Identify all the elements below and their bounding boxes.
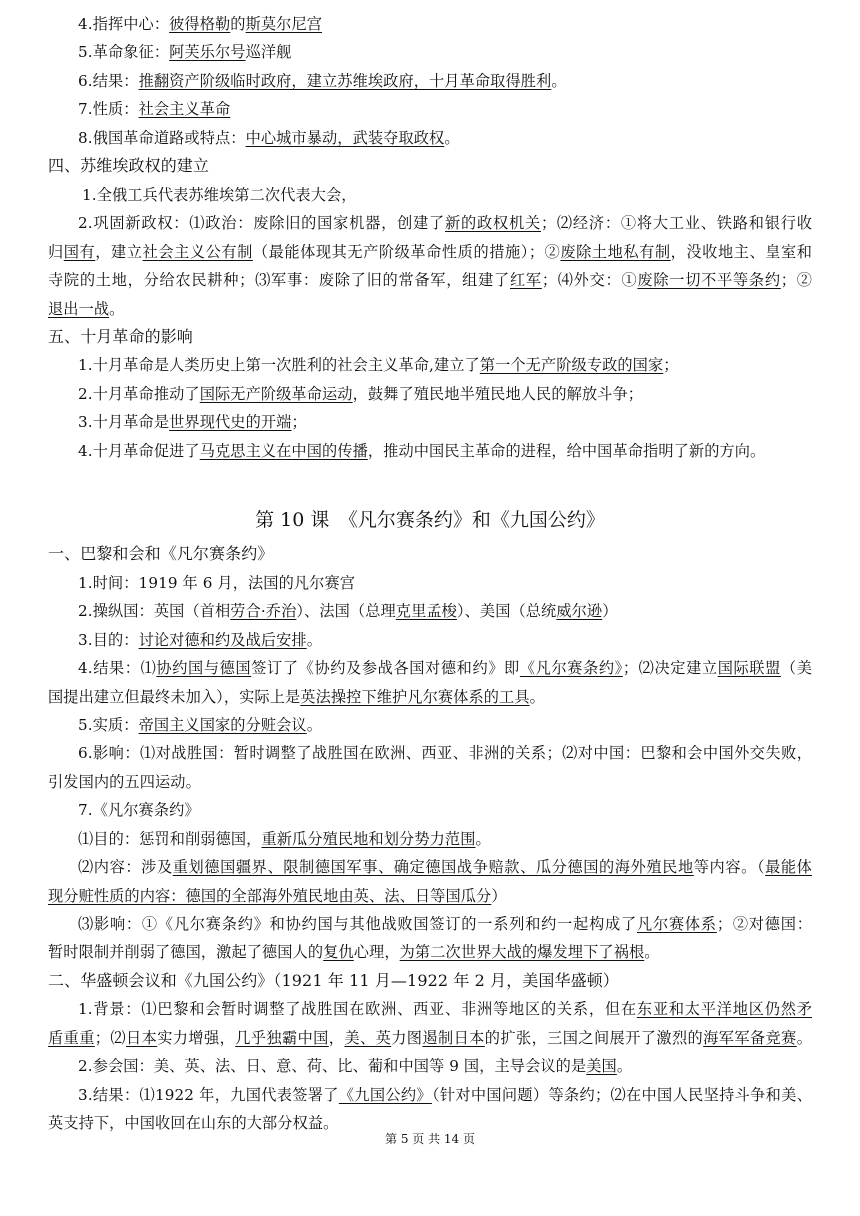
text-line [78, 412, 307, 432]
underlined-answer: 现分赃性质的内容：德国的全部海外殖民地由英、法、日等国瓜分 [48, 887, 492, 905]
text-line [78, 128, 460, 148]
text-line [78, 630, 322, 650]
text-segment: 英支持下，中国收回在山东的大部分权益。 [48, 1114, 339, 1132]
text-segment: 。 [644, 943, 660, 961]
text-segment: 1.时间：1919 年 6 月，法国的凡尔赛宫 [78, 574, 356, 592]
text-line [78, 71, 567, 91]
text-line [78, 42, 291, 62]
text-segment: 4.十月革命促进了 [78, 442, 200, 460]
text-segment: ；⑵决定建立 [622, 659, 718, 677]
underlined-answer: 第一个无产阶级专政的国家 [479, 356, 664, 374]
underlined-answer: 遏制日本 [422, 1029, 485, 1047]
text-segment: 2.操纵国：英国（首相 [78, 602, 231, 620]
text-line [48, 1113, 338, 1133]
underlined-answer: 威尔逊 [556, 602, 603, 620]
text-line [78, 999, 812, 1019]
section-heading [48, 327, 193, 347]
text-segment: 1.背景：⑴巴黎和会暂时调整了战胜国在欧洲、西亚、非洲等地区的关系，但在 [78, 1000, 637, 1018]
text-segment: 8.俄国革命道路或特点： [78, 129, 246, 147]
text-line [78, 384, 643, 404]
text-segment: 力图 [391, 1029, 423, 1047]
text-segment: ⑵内容：涉及 [78, 858, 173, 876]
underlined-answer: 世界现代史的开端 [169, 413, 292, 431]
text-line [78, 800, 200, 820]
underlined-answer: 劳合·乔治 [230, 602, 297, 620]
underlined-answer: 《凡尔赛条约》 [519, 659, 623, 677]
text-segment: 签订了《协约及参战各国对德和约》即 [251, 659, 520, 677]
underlined-answer: 海军军备竞赛 [703, 1029, 797, 1047]
text-segment: 等内容。（ [693, 858, 766, 876]
text-segment: 2.十月革命推动了 [78, 385, 200, 403]
text-segment: 。 [616, 1057, 633, 1075]
text-line [48, 242, 812, 262]
underlined-answer: 为第二次世界大战的爆发埋下了祸根 [399, 943, 645, 961]
text-segment: 归 [48, 243, 64, 261]
text-line [78, 1085, 812, 1105]
text-segment: 心理， [353, 943, 400, 961]
text-line [78, 99, 230, 119]
underlined-answer: 复仇 [323, 943, 354, 961]
text-line [82, 185, 357, 205]
underlined-answer: 斯莫尔尼宫 [245, 15, 323, 33]
underlined-answer: 社会主义革命 [138, 100, 231, 118]
text-line [78, 829, 491, 849]
text-segment: 7.《凡尔赛条约》 [78, 801, 200, 819]
text-segment: ；② [780, 271, 812, 289]
text-segment: ；⑵ [94, 1029, 126, 1047]
text-line [48, 299, 124, 319]
text-segment: 五、十月革命的影响 [48, 327, 193, 346]
text-segment: 2.参会国：美、英、法、日、意、荷、比、葡和中国等 9 国，主导会议的是 [78, 1057, 587, 1075]
lesson-title: 第 10 课 《凡尔赛条约》和《九国公约》 [255, 509, 605, 531]
text-segment: 5.实质： [78, 716, 139, 734]
text-line [48, 942, 660, 962]
underlined-answer: 几乎独霸中国 [235, 1029, 329, 1047]
text-line [78, 857, 812, 877]
underlined-answer: 讨论对德和约及战后安排 [138, 631, 307, 649]
text-segment: ，鼓舞了殖民地半殖民地人民的解放斗争； [352, 385, 644, 403]
underlined-answer: 英法操控下维护凡尔赛体系的工具 [300, 688, 530, 706]
text-line [48, 772, 201, 792]
text-segment: 4.指挥中心： [78, 15, 170, 33]
text-segment: ，没收地主、皇室和 [670, 243, 813, 261]
text-segment: 1.全俄工兵代表苏维埃第二次代表大会， [82, 186, 357, 204]
text-segment: ；⑷外交：① [541, 271, 638, 289]
text-segment: 6.影响：⑴对战胜国：暂时调整了战胜国在欧洲、西亚、非洲的关系；⑵对中国：巴黎和会中国外交失败， [78, 744, 812, 762]
text-segment: 1.十月革命是人类历史上第一次胜利的社会主义革命,建立了 [78, 356, 480, 374]
text-segment: 寺院的土地，分给农民耕种；⑶军事：废除了旧的常备军，组建了 [48, 271, 510, 289]
underlined-answer: 废除一切不平等条约 [637, 271, 781, 289]
underlined-answer: 《九国公约》 [338, 1086, 432, 1104]
underlined-answer: 重新瓜分殖民地和划分势力范围 [261, 830, 476, 848]
underlined-answer: 社会主义公有制 [142, 243, 253, 261]
text-segment: （美 [780, 659, 812, 677]
underlined-answer: 东亚和太平洋地区仍然矛 [636, 1000, 812, 1018]
text-segment: 。 [306, 631, 323, 649]
text-line [78, 573, 355, 593]
section-heading [48, 156, 209, 176]
text-segment: 国提出建立但最终未加入），实际上是 [48, 688, 301, 706]
underlined-answer: 国际无产阶级革命运动 [199, 385, 353, 403]
underlined-answer: 红军 [509, 271, 542, 289]
underlined-answer: 国有 [63, 243, 96, 261]
text-segment: 。 [475, 830, 491, 848]
text-segment: ；②对德国： [716, 915, 813, 933]
text-segment: 实力增强， [157, 1029, 236, 1047]
text-line [78, 601, 618, 621]
text-segment: 暂时限制并削弱了德国，激起了德国人的 [48, 943, 324, 961]
underlined-answer: 帝国主义国家的分赃会议 [138, 716, 307, 734]
text-line [78, 441, 765, 461]
text-line [78, 743, 812, 763]
text-line [78, 658, 812, 678]
underlined-answer: 中心城市暴动，武装夺取政权 [245, 129, 445, 147]
text-segment: 6.结果： [78, 72, 139, 90]
text-segment: （针对中国问题）等条约；⑵在中国人民坚持斗争和美、 [431, 1086, 812, 1104]
text-segment: 3.十月革命是 [78, 413, 170, 431]
underlined-answer: 盾重重 [48, 1029, 95, 1047]
text-segment: 。 [551, 72, 567, 90]
underlined-answer: 重划德国疆界、限制德国军事、确定德国战争赔款、瓜分德国的海外殖民地 [172, 858, 694, 876]
section-heading [48, 971, 619, 991]
text-segment: 。 [529, 688, 545, 706]
text-segment: ；⑵经济：①将大工业、铁路和银行收 [540, 214, 812, 232]
text-line [78, 355, 679, 375]
text-segment: 3.结果：⑴1922 年，九国代表签署了 [78, 1086, 339, 1104]
text-segment: ； [663, 356, 679, 374]
text-line [48, 1028, 812, 1048]
underlined-answer: 凡尔赛体系 [637, 915, 717, 933]
text-segment: 巡洋舰 [245, 43, 292, 61]
text-segment: ） [491, 887, 507, 905]
text-line [48, 687, 545, 707]
text-segment: 。 [306, 716, 323, 734]
text-segment: 一、巴黎和会和《凡尔赛条约》 [48, 544, 274, 563]
text-segment: ； [291, 413, 307, 431]
text-line [78, 914, 812, 934]
text-segment: ，建立 [95, 243, 143, 261]
text-line [78, 14, 322, 34]
underlined-answer: 彼得格勒 [169, 15, 231, 33]
text-segment: 。 [109, 300, 125, 318]
text-segment: 2.巩固新政权：⑴政治：废除旧的国家机器，创建了 [78, 214, 446, 232]
text-segment: ） [602, 602, 618, 620]
text-line [48, 270, 812, 290]
text-segment: 5.革命象征： [78, 43, 170, 61]
text-segment: 。 [444, 129, 460, 147]
underlined-answer: 推翻资产阶级临时政府，建立苏维埃政府，十月革命取得胜利 [138, 72, 552, 90]
text-line [78, 213, 812, 233]
underlined-answer: 新的政权机关 [445, 214, 541, 232]
text-segment: 3.目的： [78, 631, 139, 649]
underlined-answer: 最能体 [765, 858, 812, 876]
underlined-answer: 美、英 [344, 1029, 392, 1047]
underlined-answer: 协约国与德国 [156, 659, 252, 677]
text-segment: ⑴目的：惩罚和削弱德国， [78, 830, 262, 848]
text-segment: ）、美国（总统 [456, 602, 557, 620]
text-segment: 引发国内的五四运动。 [48, 773, 201, 791]
underlined-answer: 退出一战 [48, 300, 110, 318]
text-segment: （最能体现其无产阶级革命性质的措施）；② [252, 243, 561, 261]
text-segment: ，推动中国民主革命的进程，给中国革命指明了新的方向。 [367, 442, 766, 460]
underlined-answer: 废除土地私有制 [560, 243, 671, 261]
underlined-answer: 日本 [126, 1029, 158, 1047]
text-line [48, 886, 507, 906]
text-segment: 4.结果：⑴ [78, 659, 157, 677]
underlined-answer: 美国 [586, 1057, 617, 1075]
text-segment: 7.性质： [78, 100, 139, 118]
text-line [78, 1056, 632, 1076]
text-segment: 。 [796, 1029, 813, 1047]
underlined-answer: 国际联盟 [717, 659, 781, 677]
underlined-answer: 克里孟梭 [395, 602, 457, 620]
text-segment: 的扩张，三国之间展开了激烈的 [484, 1029, 704, 1047]
section-heading [48, 544, 273, 564]
text-segment: 四、苏维埃政权的建立 [48, 156, 210, 175]
underlined-answer: 阿芙乐尔号 [169, 43, 246, 61]
text-segment: ， [328, 1029, 345, 1047]
text-segment: ⑶影响：①《凡尔赛条约》和协约国与其他战败国签订的一系列和约一起构成了 [78, 915, 637, 933]
text-line [78, 715, 322, 735]
text-segment: ）、法国（总理 [296, 602, 396, 620]
text-segment: 的 [230, 15, 246, 33]
underlined-answer: 马克思主义在中国的传播 [199, 442, 368, 460]
text-segment: 二、华盛顿会议和《九国公约》（1921 年 11 月—1922 年 2 月，美国华盛顿） [48, 971, 619, 990]
page-footer: 第 5 页 共 14 页 [385, 1132, 475, 1146]
